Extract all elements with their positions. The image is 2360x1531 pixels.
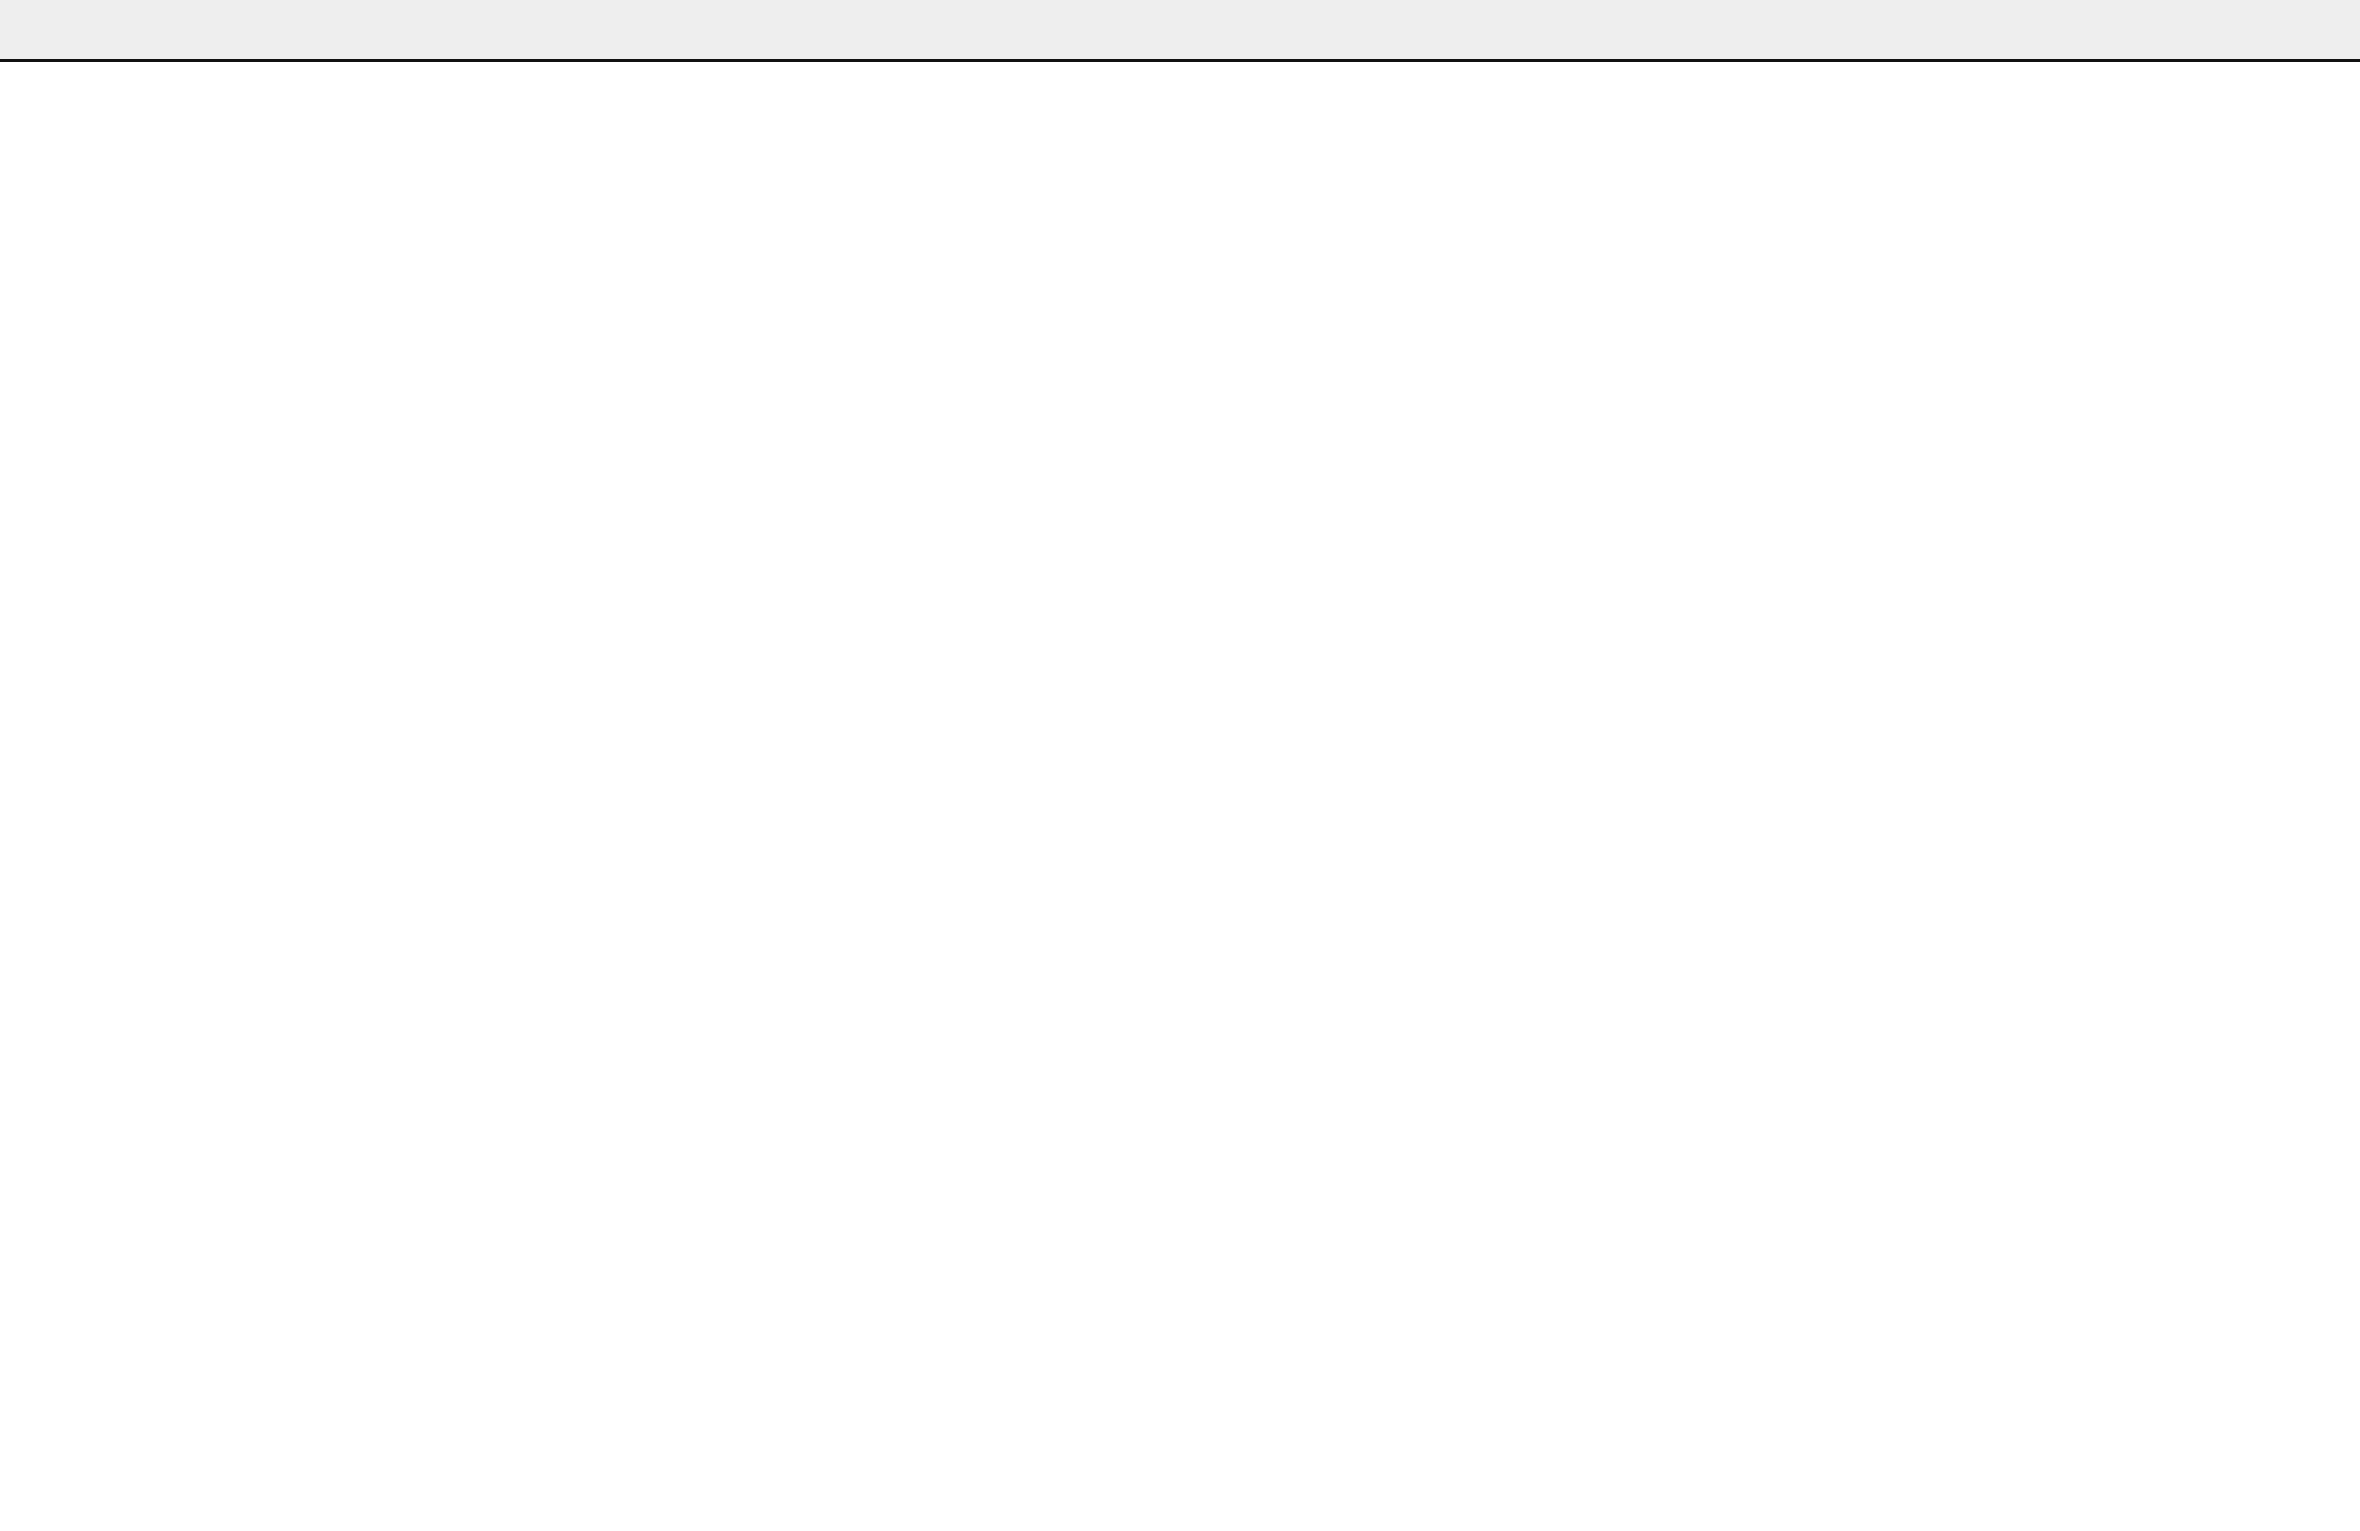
page-header bbox=[0, 0, 2360, 62]
